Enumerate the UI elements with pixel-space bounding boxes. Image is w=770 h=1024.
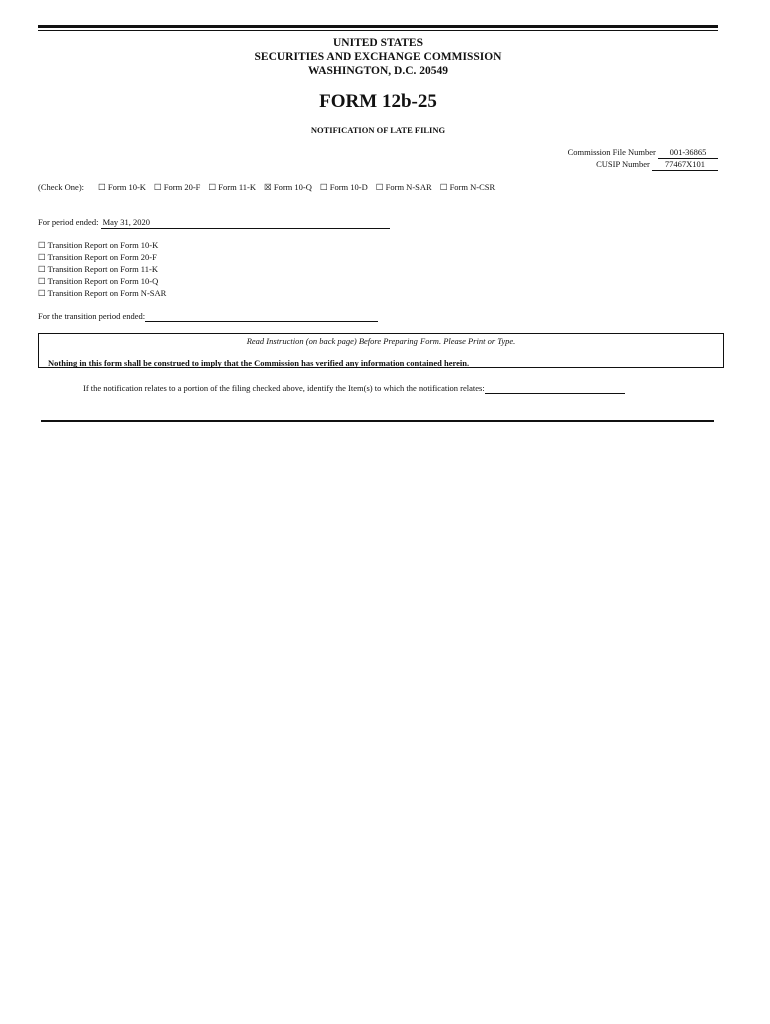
option-form-10q[interactable] — [264, 182, 312, 192]
option-label: Form 11-K — [218, 182, 256, 192]
commission-file-value: 001-36865 — [658, 147, 718, 159]
check-one-row — [38, 182, 501, 194]
checkbox-icon[interactable]: ☐ — [38, 289, 46, 299]
option-label: Form N-CSR — [449, 182, 496, 192]
checkbox-icon[interactable]: ☐ — [439, 183, 448, 193]
checkbox-icon[interactable]: ☐ — [208, 183, 217, 193]
period-value-field[interactable]: May 31, 2020 — [101, 217, 390, 229]
option-label: Form 10-K — [107, 182, 146, 192]
transition-report-10k[interactable] — [38, 240, 166, 252]
checkbox-icon[interactable]: ☐ — [375, 183, 384, 193]
checkbox-icon[interactable]: ☐ — [154, 183, 162, 193]
option-label: Form 10-D — [329, 182, 368, 192]
relates-field[interactable] — [485, 383, 625, 394]
bottom-rule — [41, 420, 714, 422]
form-title: FORM 12b-25 — [319, 91, 437, 112]
period-label: For period ended: — [38, 217, 99, 227]
checked-checkbox-icon[interactable]: ☒ — [264, 183, 272, 193]
option-form-10k[interactable] — [98, 182, 146, 192]
cusip-value: 77467X101 — [652, 159, 718, 171]
transition-label: Transition Report on Form 20-F — [47, 252, 157, 262]
checkbox-icon[interactable]: ☐ — [98, 183, 106, 193]
option-label: Form 10-Q — [273, 182, 312, 192]
header-line-2: SECURITIES AND EXCHANGE COMMISSION — [254, 51, 502, 63]
transition-report-list — [38, 240, 166, 300]
instruction-text: Read Instruction (on back page) Before Preparing Form. Please Print or Type. — [246, 336, 516, 346]
checkbox-icon[interactable]: ☐ — [38, 253, 46, 263]
option-form-nsar[interactable] — [376, 182, 432, 192]
checkbox-icon[interactable]: ☐ — [38, 265, 46, 275]
top-rule-thick — [38, 25, 718, 28]
commission-file-label: Commission File Number — [567, 147, 656, 157]
disclaimer-text: Nothing in this form shall be construed to imply that the Commission has verified any information contained herein. — [48, 358, 470, 368]
cusip-label: CUSIP Number — [596, 159, 650, 169]
transition-period-field[interactable] — [145, 311, 378, 322]
transition-label: Transition Report on Form 10-K — [47, 240, 159, 250]
checkbox-icon[interactable]: ☐ — [38, 241, 46, 251]
option-label: Form N-SAR — [385, 182, 432, 192]
transition-report-nsar[interactable] — [38, 288, 166, 300]
transition-report-11k[interactable] — [38, 264, 166, 276]
option-form-ncsr[interactable] — [440, 182, 495, 192]
form-subtitle: NOTIFICATION OF LATE FILING — [310, 125, 446, 135]
transition-report-20f[interactable] — [38, 252, 166, 264]
option-form-10d[interactable] — [320, 182, 368, 192]
period-ended — [38, 217, 390, 229]
option-label: Form 20-F — [163, 182, 201, 192]
transition-label: Transition Report on Form 10-Q — [47, 276, 159, 286]
top-rule-thin — [38, 30, 718, 31]
check-one-label: (Check One): — [38, 182, 85, 192]
option-form-20f[interactable] — [154, 182, 200, 192]
header-line-3: WASHINGTON, D.C. 20549 — [307, 65, 449, 77]
header-line-1: UNITED STATES — [332, 37, 423, 49]
transition-report-10q[interactable] — [38, 276, 166, 288]
notice-box — [38, 333, 724, 368]
option-form-11k[interactable] — [209, 182, 256, 192]
checkbox-icon[interactable]: ☐ — [38, 277, 46, 287]
transition-label: Transition Report on Form N-SAR — [47, 288, 167, 298]
notification-relates — [83, 383, 625, 394]
checkbox-icon[interactable]: ☐ — [320, 183, 328, 193]
relates-label: If the notification relates to a portion of the filing checked above, identify the Item(s) to which the notification relates: — [83, 383, 485, 393]
commission-file-number — [568, 147, 718, 159]
cusip-number — [596, 159, 718, 171]
transition-period-label: For the transition period ended: — [38, 311, 146, 321]
transition-period-ended — [38, 311, 378, 322]
transition-label: Transition Report on Form 11-K — [47, 264, 158, 274]
